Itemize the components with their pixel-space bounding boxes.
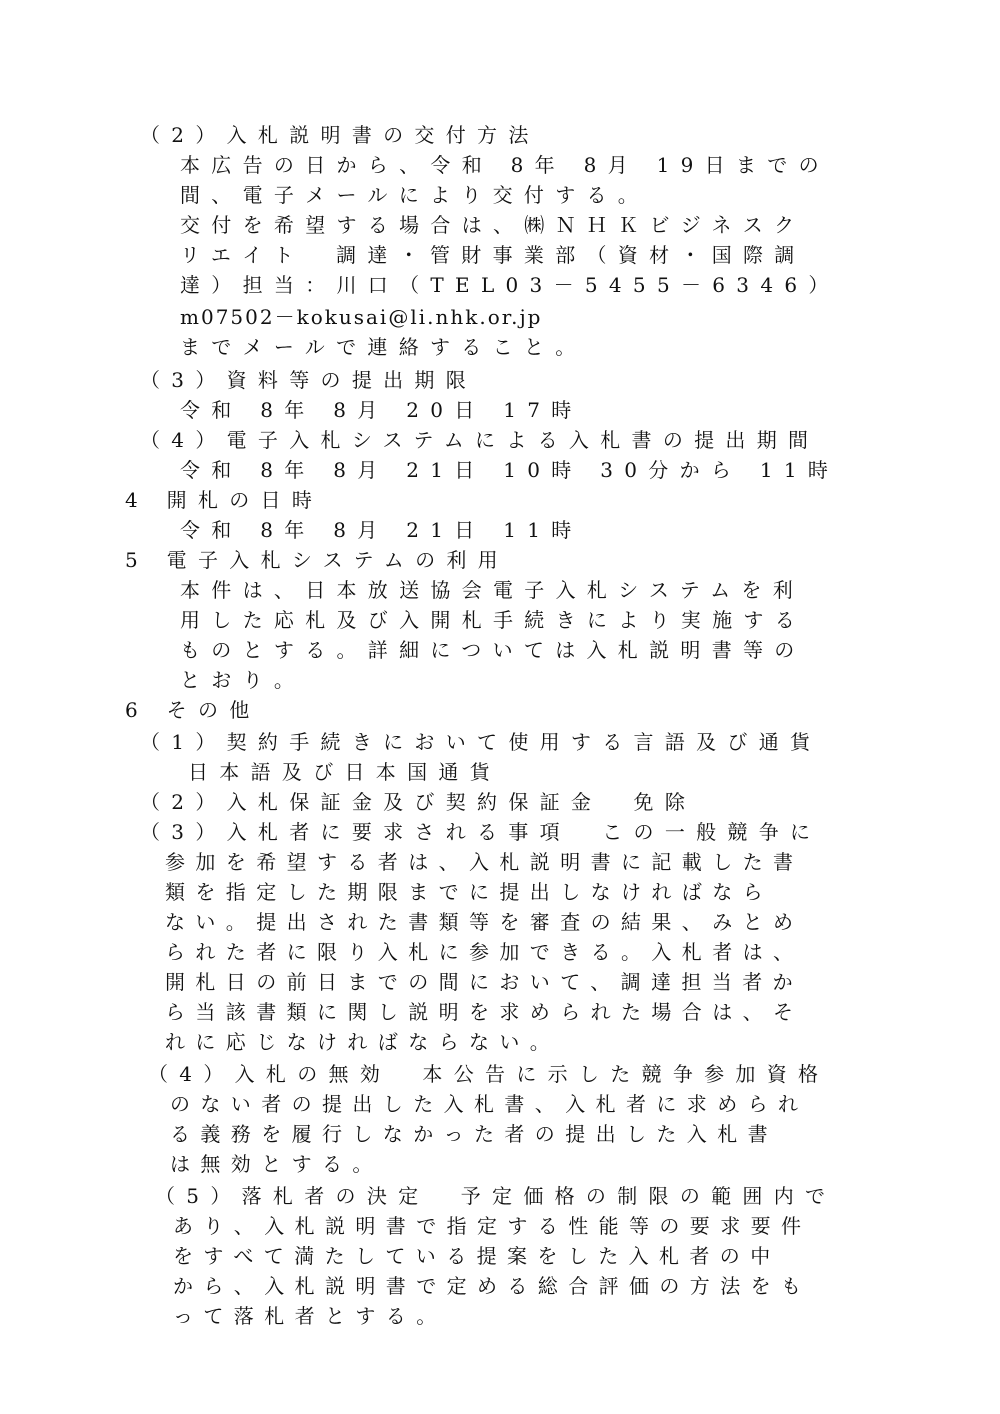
body-line: 間、電子メールにより交付する。 — [180, 183, 650, 207]
section-heading: 5 電子入札システムの利用 — [125, 548, 509, 572]
body-line: から、入札説明書で定める総合評価の方法をも — [173, 1274, 812, 1298]
body-line: って落札者とする。 — [173, 1304, 447, 1328]
body-line: 達）担当：川口（TEL03－5455－6346） — [180, 273, 840, 297]
body-line: 用した応札及び入開札手続きにより実施する — [180, 608, 806, 632]
email-address: m07502－kokusai@li.nhk.or.jp — [180, 305, 543, 329]
body-line: 類を指定した期限までに提出しなければなら — [165, 880, 773, 904]
body-line: リエイト 調達・管財事業部（資材・国際調 — [180, 243, 806, 267]
section-heading: （4）入札の無効 本公告に示した競争参加資格 — [148, 1062, 830, 1086]
body-line: られた者に限り入札に参加できる。入札者は、 — [165, 940, 804, 964]
section-heading: （3）資料等の提出期限 — [140, 368, 478, 392]
body-line: 令和 8年 8月 20日 17時 — [180, 398, 583, 422]
body-line: れに応じなければならない。 — [165, 1030, 561, 1054]
body-line: 交付を希望する場合は、㈱ＮＨＫビジネスク — [180, 213, 806, 237]
section-heading: （5）落札者の決定 予定価格の制限の範囲内で — [155, 1184, 837, 1208]
section-heading: （4）電子入札システムによる入札書の提出期間 — [140, 428, 820, 452]
body-line: 令和 8年 8月 21日 10時 30分から 11時 — [180, 458, 840, 482]
body-line: あり、入札説明書で指定する性能等の要求要件 — [173, 1214, 812, 1238]
section-heading: （2）入札説明書の交付方法 — [140, 123, 540, 147]
body-line: 令和 8年 8月 21日 11時 — [180, 518, 583, 542]
section-heading: （1）契約手続きにおいて使用する言語及び通貨 — [140, 730, 822, 754]
body-line: とおり。 — [180, 668, 306, 692]
body-line: 本広告の日から、令和 8年 8月 19日までの — [180, 153, 830, 177]
body-line: ない。提出された書類等を審査の結果、みとめ — [165, 910, 804, 934]
body-line: 参加を希望する者は、入札説明書に記載した書 — [165, 850, 804, 874]
body-line: ら当該書類に関し説明を求められた場合は、そ — [165, 1000, 804, 1024]
section-heading: 4 開札の日時 — [125, 488, 324, 512]
body-line: 日本語及び日本国通貨 — [188, 760, 501, 784]
body-line: は無効とする。 — [170, 1152, 383, 1176]
section-heading: 6 その他 — [125, 698, 261, 722]
body-line: 開札日の前日までの間において、調達担当者か — [165, 970, 803, 994]
body-line: る義務を履行しなかった者の提出した入札書 — [170, 1122, 778, 1146]
body-line: 本件は、日本放送協会電子入札システムを利 — [180, 578, 804, 602]
body-line: をすべて満たしている提案をした入札者の中 — [173, 1244, 781, 1268]
body-line: のない者の提出した入札書、入札者に求められ — [170, 1092, 809, 1116]
body-line: までメールで連絡すること。 — [180, 335, 587, 359]
section-heading: （3）入札者に要求される事項 この一般競争に — [140, 820, 822, 844]
section-heading: （2）入札保証金及び契約保証金 免除 — [140, 790, 697, 814]
body-line: ものとする。詳細については入札説明書等の — [180, 638, 806, 662]
